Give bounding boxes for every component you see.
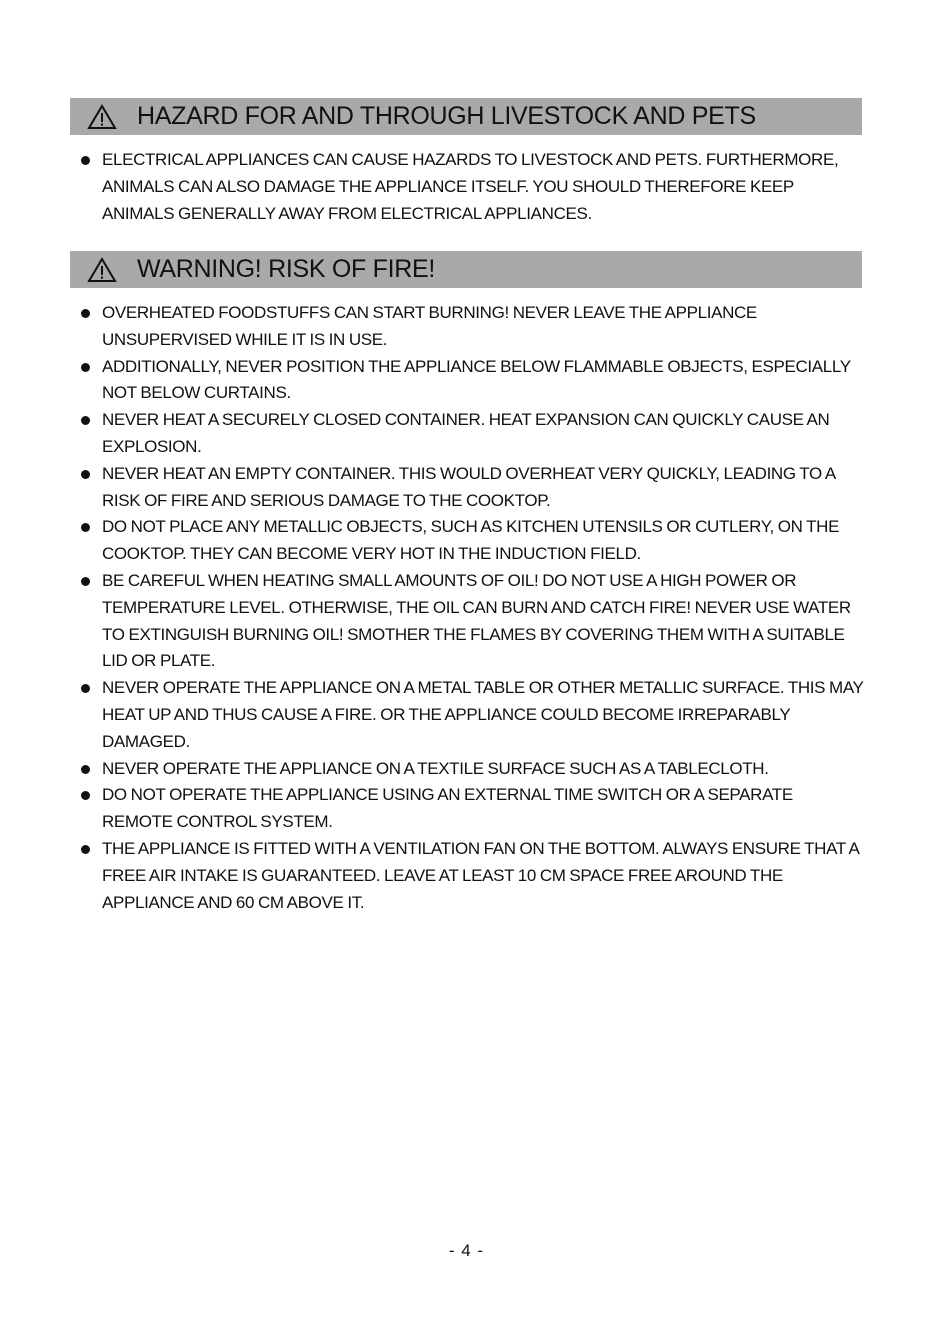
list-item xyxy=(78,675,878,755)
bullet-list-livestock-hazard xyxy=(78,147,878,227)
section-title: HAZARD FOR AND THROUGH LIVESTOCK AND PETS xyxy=(137,102,756,130)
text-line: DAMAGED. xyxy=(102,731,190,751)
bullet-icon xyxy=(81,470,90,479)
bullet-icon xyxy=(81,309,90,318)
list-item xyxy=(78,354,878,408)
text-line: TO EXTINGUISH BURNING OIL! SMOTHER THE FLAMES BY COVERING THEM WITH A SUITABLE xyxy=(102,624,845,644)
text-line: NEVER HEAT AN EMPTY CONTAINER. THIS WOULD OVERHEAT VERY QUICKLY, LEADING TO A xyxy=(102,463,836,483)
bullet-icon xyxy=(81,156,90,165)
page-number: - 4 - xyxy=(448,1241,485,1260)
bullet-list-fire-warning xyxy=(78,300,878,916)
text-line: FREE AIR INTAKE IS GUARANTEED. LEAVE AT LEAST 10 CM SPACE FREE AROUND THE xyxy=(102,865,783,885)
section-header-livestock-hazard xyxy=(70,98,862,135)
text-line: THE APPLIANCE IS FITTED WITH A VENTILATION FAN ON THE BOTTOM. ALWAYS ENSURE THAT A xyxy=(102,838,860,858)
text-line: BE CAREFUL WHEN HEATING SMALL AMOUNTS OF OIL! DO NOT USE A HIGH POWER OR xyxy=(102,570,797,590)
text-line: RISK OF FIRE AND SERIOUS DAMAGE TO THE COOKTOP. xyxy=(102,490,551,510)
text-line: DO NOT PLACE ANY METALLIC OBJECTS, SUCH AS KITCHEN UTENSILS OR CUTLERY, ON THE xyxy=(102,517,840,537)
text-line: ANIMALS GENERALLY AWAY FROM ELECTRICAL APPLIANCES. xyxy=(102,203,592,223)
list-item xyxy=(78,756,878,783)
warning-triangle-icon xyxy=(87,104,117,130)
list-item xyxy=(78,514,878,568)
section-title: WARNING! RISK OF FIRE! xyxy=(137,255,436,283)
list-item xyxy=(78,300,878,354)
list-item xyxy=(78,407,878,461)
text-line: ADDITIONALLY, NEVER POSITION THE APPLIANCE BELOW FLAMMABLE OBJECTS, ESPECIALLY xyxy=(102,356,851,376)
text-line: UNSUPERVISED WHILE IT IS IN USE. xyxy=(102,329,388,349)
text-line: OVERHEATED FOODSTUFFS CAN START BURNING! NEVER LEAVE THE APPLIANCE xyxy=(102,303,757,322)
warning-triangle-icon xyxy=(87,257,117,283)
bullet-icon xyxy=(81,363,90,372)
text-line: LID OR PLATE. xyxy=(102,651,216,671)
list-item xyxy=(78,568,878,675)
text-line: NOT BELOW CURTAINS. xyxy=(102,383,291,403)
bullet-icon xyxy=(81,791,90,800)
text-line: EXPLOSION. xyxy=(102,436,202,456)
list-item xyxy=(78,147,878,227)
text-line: COOKTOP. THEY CAN BECOME VERY HOT IN THE INDUCTION FIELD. xyxy=(102,544,641,564)
text-line: NEVER HEAT A SECURELY CLOSED CONTAINER. HEAT EXPANSION CAN QUICKLY CAUSE AN xyxy=(102,410,830,430)
list-item xyxy=(78,836,878,916)
bullet-icon xyxy=(81,765,90,774)
bullet-icon xyxy=(81,577,90,586)
text-line: ANIMALS CAN ALSO DAMAGE THE APPLIANCE ITSELF. YOU SHOULD THEREFORE KEEP xyxy=(102,176,794,196)
text-line: HEAT UP AND THUS CAUSE A FIRE. OR THE APPLIANCE COULD BECOME IRREPARABLY xyxy=(102,704,791,724)
bullet-icon xyxy=(81,684,90,693)
text-line: TEMPERATURE LEVEL. OTHERWISE, THE OIL CAN BURN AND CATCH FIRE! NEVER USE WATER xyxy=(102,597,851,617)
text-line: NEVER OPERATE THE APPLIANCE ON A TEXTILE SURFACE SUCH AS A TABLECLOTH. xyxy=(102,758,769,778)
text-line: NEVER OPERATE THE APPLIANCE ON A METAL TABLE OR OTHER METALLIC SURFACE. THIS MAY xyxy=(102,678,864,698)
text-line: ELECTRICAL APPLIANCES CAN CAUSE HAZARDS TO LIVESTOCK AND PETS. FURTHERMORE, xyxy=(102,150,839,169)
text-line: APPLIANCE AND 60 CM ABOVE IT. xyxy=(102,892,365,912)
list-item xyxy=(78,782,878,836)
bullet-icon xyxy=(81,845,90,854)
list-item xyxy=(78,461,878,515)
bullet-icon xyxy=(81,523,90,532)
section-header-fire-warning xyxy=(70,251,862,288)
bullet-icon xyxy=(81,416,90,425)
text-line: DO NOT OPERATE THE APPLIANCE USING AN EXTERNAL TIME SWITCH OR A SEPARATE xyxy=(102,785,793,805)
text-line: REMOTE CONTROL SYSTEM. xyxy=(102,812,333,832)
